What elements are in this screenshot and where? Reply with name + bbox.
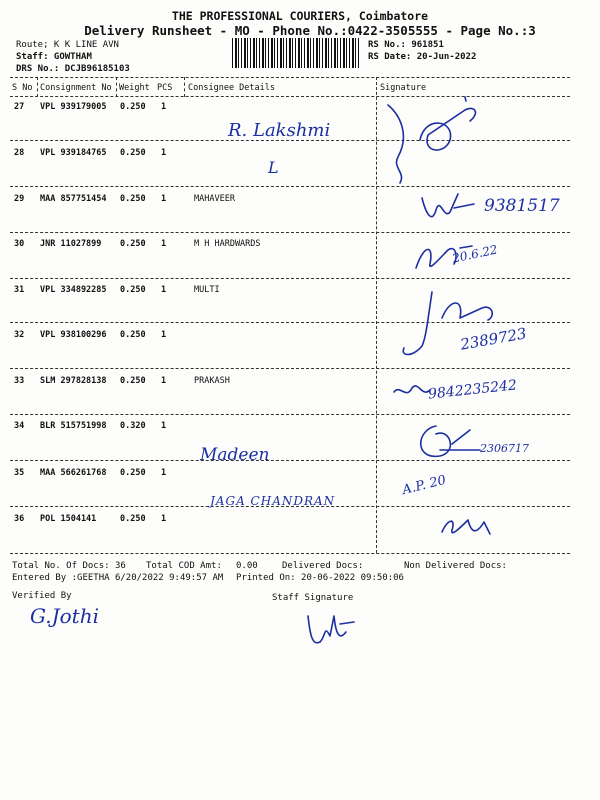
handwritten-name-row27: R. Lakshmi: [228, 120, 331, 141]
signature-row30-date: 20.6.22: [451, 242, 499, 266]
verified-by-label: Verified By: [12, 591, 72, 601]
row-sno: 32: [14, 330, 25, 340]
handwritten-name-row36: JAGA CHANDRAN: [210, 494, 336, 508]
route-label: Route; K K LINE AVN: [16, 40, 119, 50]
row-pcs: 1: [161, 148, 167, 158]
row-sno: 30: [14, 239, 25, 249]
delivered-docs: Delivered Docs:: [282, 561, 364, 571]
row-pcs: 1: [161, 514, 167, 524]
row-pcs: 1: [161, 239, 167, 249]
signature-row33: [390, 378, 440, 408]
rs-date: RS Date: 20-Jun-2022: [368, 52, 477, 62]
row-weight: 0.250: [120, 194, 146, 204]
row-sno: 29: [14, 194, 25, 204]
cod-value: 0.00: [236, 561, 258, 571]
staff-signature-label: Staff Signature: [272, 593, 354, 603]
row-sno: 36: [14, 514, 25, 524]
row-consignment: VPL 939184765: [40, 148, 107, 158]
handwritten-mark-row28: L: [268, 158, 279, 177]
col-consignment: Consignment No: [40, 83, 112, 93]
barcode: [232, 38, 360, 68]
row-consignment: VPL 939179005: [40, 102, 107, 112]
row-consignment: VPL 334892285: [40, 285, 107, 295]
row-consignment: MAA 566261768: [40, 468, 107, 478]
total-docs: Total No. Of Docs: 36: [12, 561, 126, 571]
row-pcs: 1: [161, 376, 167, 386]
row-sno: 31: [14, 285, 25, 295]
row-sno: 34: [14, 421, 25, 431]
signature-row33-number: 9842235242: [427, 377, 518, 403]
row-sno: 28: [14, 148, 25, 158]
row-sno: 33: [14, 376, 25, 386]
row-pcs: 1: [161, 330, 167, 340]
row-weight: 0.250: [120, 330, 146, 340]
row-consignment: JNR 11027899: [40, 239, 102, 249]
row-consignment: POL 1504141: [40, 514, 97, 524]
row-pcs: 1: [161, 285, 167, 295]
signature-row34: [410, 420, 490, 470]
col-sno: S No: [12, 83, 33, 93]
handwritten-name-row35: Madeen: [200, 445, 270, 465]
col-consignee: Consignee Details: [188, 83, 275, 93]
col-weight: Weight: [119, 83, 150, 93]
row-pcs: 1: [161, 468, 167, 478]
signature-row29-number: 9381517: [484, 196, 560, 216]
col-signature: Signature: [380, 83, 427, 93]
printed-on: Printed On: 20-06-2022 09:50:06: [236, 573, 404, 583]
company-title: THE PROFESSIONAL COURIERS, Coimbatore: [171, 9, 429, 23]
table-top-rule: [10, 77, 570, 78]
verified-by-signature: G.Jothi: [30, 604, 99, 628]
row-consignment: SLM 297828138: [40, 376, 107, 386]
drs-number: DRS No.: DCJB96185103: [16, 64, 130, 74]
row-consignment: BLR 515751998: [40, 421, 107, 431]
signature-row27-28: [380, 95, 490, 185]
row-consignee: PRAKASH: [194, 376, 230, 386]
col-pcs: PCS: [157, 83, 173, 93]
signature-row29: [418, 190, 488, 230]
row-weight: 0.250: [120, 239, 146, 249]
row-consignment: MAA 857751454: [40, 194, 107, 204]
signature-row36: [438, 512, 498, 542]
row-weight: 0.250: [120, 376, 146, 386]
row-consignee: M H HARDWARDS: [194, 239, 261, 249]
signature-row35-initials: A.P. 20: [400, 472, 448, 499]
entered-by: Entered By :GEETHA 6/20/2022 9:49:57 AM: [12, 573, 224, 583]
row-weight: 0.320: [120, 421, 146, 431]
row-sno: 35: [14, 468, 25, 478]
staff-signature: [300, 606, 360, 656]
non-delivered-docs: Non Delivered Docs:: [404, 561, 507, 571]
signature-row34-number: 2306717: [480, 442, 529, 455]
signature-row32-number: 2389723: [458, 324, 528, 354]
row-consignee: MULTI: [194, 285, 220, 295]
row-weight: 0.250: [120, 148, 146, 158]
row-pcs: 1: [161, 102, 167, 112]
row-weight: 0.250: [120, 285, 146, 295]
row-consignee: MAHAVEER: [194, 194, 235, 204]
row-pcs: 1: [161, 421, 167, 431]
row-pcs: 1: [161, 194, 167, 204]
rs-number: RS No.: 961851: [368, 40, 444, 50]
staff-label: Staff: GOWTHAM: [16, 52, 92, 62]
row-weight: 0.250: [120, 514, 146, 524]
row-weight: 0.250: [120, 102, 146, 112]
row-consignment: VPL 938100296: [40, 330, 107, 340]
row-sno: 27: [14, 102, 25, 112]
cod-label: Total COD Amt:: [146, 561, 222, 571]
row-weight: 0.250: [120, 468, 146, 478]
runsheet-title: Delivery Runsheet - MO - Phone No.:0422-3505555 - Page No.:3: [84, 23, 536, 38]
